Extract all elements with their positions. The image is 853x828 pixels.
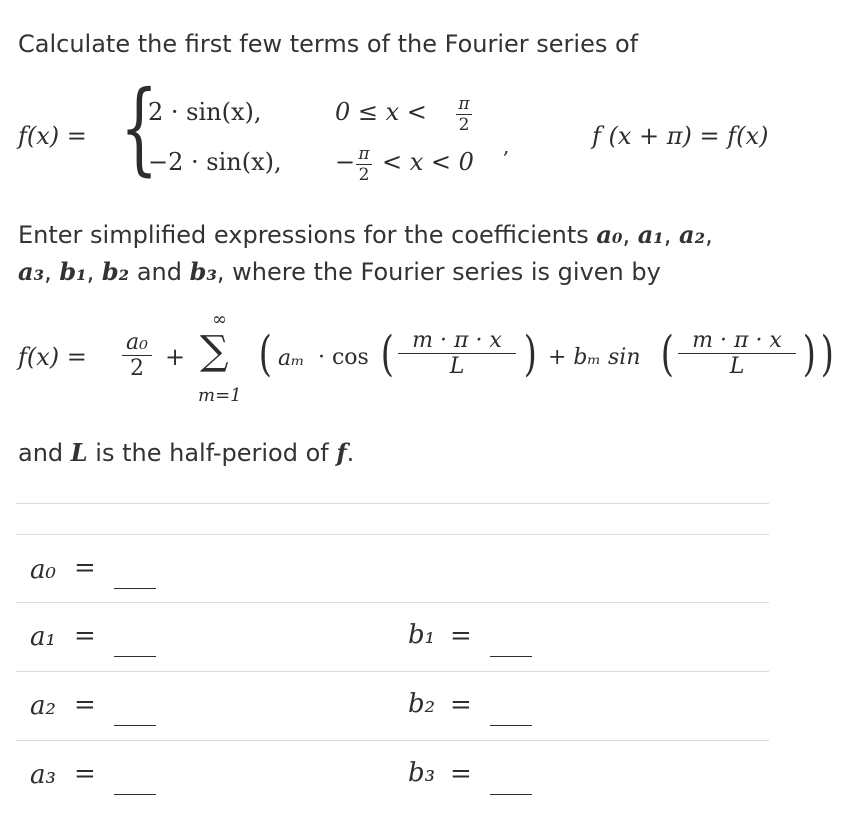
piecewise-lhs: f(x) = (18, 122, 87, 150)
a0-answer-field[interactable] (114, 588, 156, 589)
bm-sin-term: + bₘ sin (548, 345, 641, 370)
b1-answer-field[interactable] (490, 656, 532, 657)
comma: , (705, 221, 713, 249)
cos-argument (398, 328, 516, 379)
case2-pi-over-2 (356, 144, 372, 185)
b3-answer-field[interactable] (490, 794, 532, 795)
piecewise-comma: , (503, 134, 510, 158)
instructions-line2 (18, 257, 661, 286)
case2-expression: −2 · sin(x), (148, 148, 282, 176)
sum-symbol: ∑ (200, 328, 229, 374)
equals-sign: = (74, 690, 96, 720)
equals-sign: = (74, 553, 96, 583)
b2-answer-field[interactable] (490, 725, 532, 726)
case2-minus: − (335, 148, 356, 176)
series-lhs: f(x) = (18, 343, 87, 371)
inline-b3: b₃ (189, 257, 217, 286)
equals-sign: = (74, 621, 96, 651)
divider (16, 602, 769, 603)
sum-lower: m=1 (198, 385, 242, 406)
frac-num: m · π · x (412, 328, 502, 353)
inline-a1: a₁ (637, 220, 664, 249)
case2-condition: < x < 0 (382, 148, 474, 176)
a2-answer-field[interactable] (114, 725, 156, 726)
divider (16, 534, 769, 535)
close-paren: ) (802, 326, 816, 382)
inline-b1: b₁ (59, 257, 87, 286)
period: . (346, 439, 355, 467)
comma: , (663, 221, 680, 249)
frac-num: π (358, 144, 370, 164)
comma: , (622, 221, 638, 249)
a3-answer-field[interactable] (114, 794, 156, 795)
case1-expression: 2 · sin(x), (148, 98, 262, 126)
frac-num: m · π · x (692, 328, 782, 353)
equals-sign: = (450, 759, 472, 789)
intro-text: Calculate the first few terms of the Fourier series of (18, 30, 639, 58)
am-term: aₘ (278, 346, 305, 371)
b1-label: b₁ (408, 620, 436, 650)
a1-label: a₁ (30, 622, 56, 652)
open-paren: ( (258, 326, 272, 382)
a1-answer-field[interactable] (114, 656, 156, 657)
and-word: and (129, 258, 190, 286)
half-period-label: is the half-period of (87, 439, 337, 467)
close-paren: ) (820, 326, 834, 382)
divider (16, 503, 769, 504)
comma: , (44, 258, 60, 286)
b2-label: b₂ (408, 689, 436, 719)
a0-label: a₀ (30, 555, 56, 585)
open-paren: ( (660, 326, 674, 382)
cos-term: · cos (318, 345, 369, 370)
frac-num: a₀ (126, 330, 148, 355)
instructions-end: , where the Fourier series is given by (216, 258, 661, 286)
frac-num: π (458, 94, 470, 114)
inline-a3: a₃ (18, 257, 45, 286)
open-paren: ( (380, 326, 394, 382)
sin-argument (678, 328, 796, 379)
b3-label: b₃ (408, 758, 436, 788)
periodicity-condition: f (x + π) = f(x) (592, 122, 769, 150)
a3-label: a₃ (30, 760, 56, 790)
left-brace: { (120, 69, 159, 186)
inline-a0: a₀ (596, 220, 623, 249)
divider (16, 671, 769, 672)
half-period-text (18, 438, 354, 467)
frac-den: 2 (358, 165, 370, 186)
frac-den: 2 (458, 115, 470, 136)
divider (16, 740, 769, 741)
frac-den: 2 (130, 356, 144, 382)
a2-label: a₂ (30, 691, 56, 721)
equals-sign: = (74, 759, 96, 789)
equals-sign: = (450, 621, 472, 651)
frac-den: L (729, 354, 745, 380)
inline-L: L (70, 438, 88, 467)
and-word: and (18, 439, 71, 467)
plus-sign: + (165, 343, 186, 371)
frac-den: L (449, 354, 465, 380)
instructions-line1 (18, 220, 713, 249)
inline-a2: a₂ (679, 220, 706, 249)
sum-upper: ∞ (212, 309, 227, 330)
inline-f: f (336, 438, 347, 467)
instructions-text: Enter simplified expressions for the coefficients (18, 221, 597, 249)
comma: , (86, 258, 102, 286)
close-paren: ) (523, 326, 537, 382)
case1-pi-over-2 (456, 94, 472, 135)
equals-sign: = (450, 690, 472, 720)
case1-condition: 0 ≤ x < (335, 98, 427, 126)
inline-b2: b₂ (101, 257, 130, 286)
a0-over-2 (122, 330, 152, 381)
